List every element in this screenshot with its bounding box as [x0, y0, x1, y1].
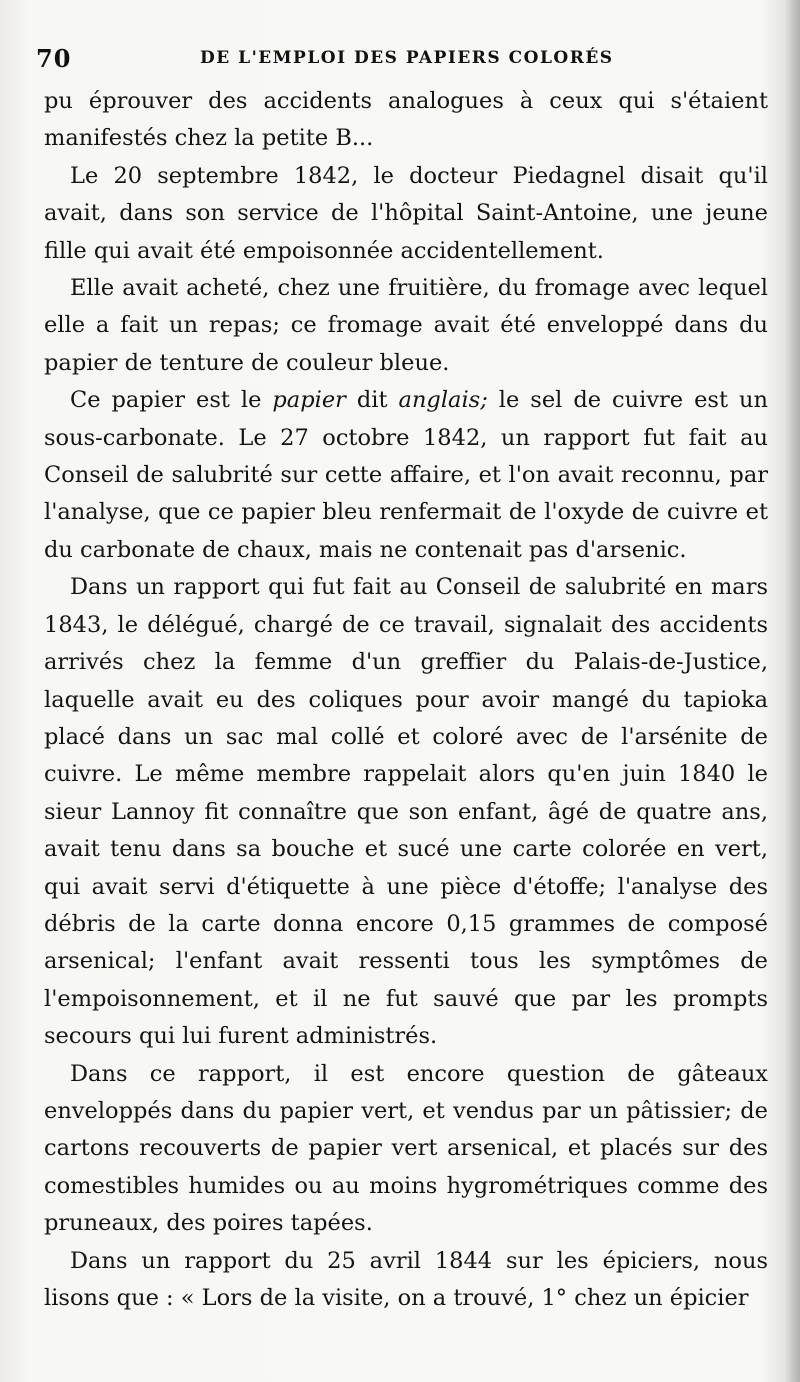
paragraph-text: Ce papier est le — [70, 387, 273, 414]
body-text — [44, 83, 768, 1317]
page-header — [36, 44, 776, 76]
paragraph: Le 20 septembre 1842, le docteur Piedagnel disait qu'il avait, dans son service de l'hôpital Saint-Antoine, une jeune fille qui avait été empoisonnée accidentellement. — [44, 162, 768, 264]
paragraph-text: dit — [345, 387, 399, 414]
italic-term: anglais; — [398, 387, 488, 414]
page-gutter-shadow — [784, 0, 800, 1382]
paragraph — [44, 382, 768, 569]
paragraph: Dans un rapport qui fut fait au Conseil de salubrité en mars 1843, le délégué, chargé de ce travail, signalait des accidents arrivés chez la femme d'un greffier du Palais-de-Justice, laquelle avait eu des coliques pour avoir mangé du tapioka placé dans un sac mal collé et coloré avec de l'arsénite de cuivre. Le même membre rappelait alors qu'en juin 1840 le sieur Lannoy fit connaître que son enfant, âgé de quatre ans, avait tenu dans sa bouche et sucé une carte colorée en vert, qui avait servi d'étiquette à une pièce d'étoffe; l'analyse des débris de la carte donna encore 0,15 grammes de composé arsenical; l'enfant avait ressenti tous les symptômes de l'empoisonnement, et il ne fut sauvé que par les prompts secours qui lui furent administrés. — [44, 574, 768, 1050]
page-number: 70 — [36, 44, 72, 73]
paragraph: Dans un rapport du 25 avril 1844 sur les épiciers, nous lisons que : « Lors de la visite, on a trouvé, 1° chez un épicier — [44, 1247, 768, 1311]
paragraph: Dans ce rapport, il est encore question de gâteaux enveloppés dans du papier vert, et vendus par un pâtissier; de cartons recouverts de papier vert arsenical, et placés sur des comestibles humides ou au moins hygrométriques comme des pruneaux, des poires tapées. — [44, 1060, 768, 1237]
paragraph: pu éprouver des accidents analogues à ceux qui s'étaient manifestés chez la petite B... — [44, 88, 768, 152]
italic-term: papier — [272, 387, 346, 414]
paragraph: Elle avait acheté, chez une fruitière, du fromage avec lequel elle a fait un repas; ce fromage avait été enveloppé dans du papier de tenture de couleur bleue. — [44, 275, 768, 376]
paragraph-text: le sel de cuivre est un sous-carbonate. Le 27 octobre 1842, un rapport fut fait au Conseil de salubrité sur cette affaire, et l'on avait reconnu, par l'analyse, que ce papier bleu renfermait de l'oxyde de cuivre et du carbonate de chaux, mais ne contenait pas d'arsenic. — [44, 387, 768, 563]
running-head: DE L'EMPLOI DES PAPIERS COLORÉS — [200, 48, 614, 68]
